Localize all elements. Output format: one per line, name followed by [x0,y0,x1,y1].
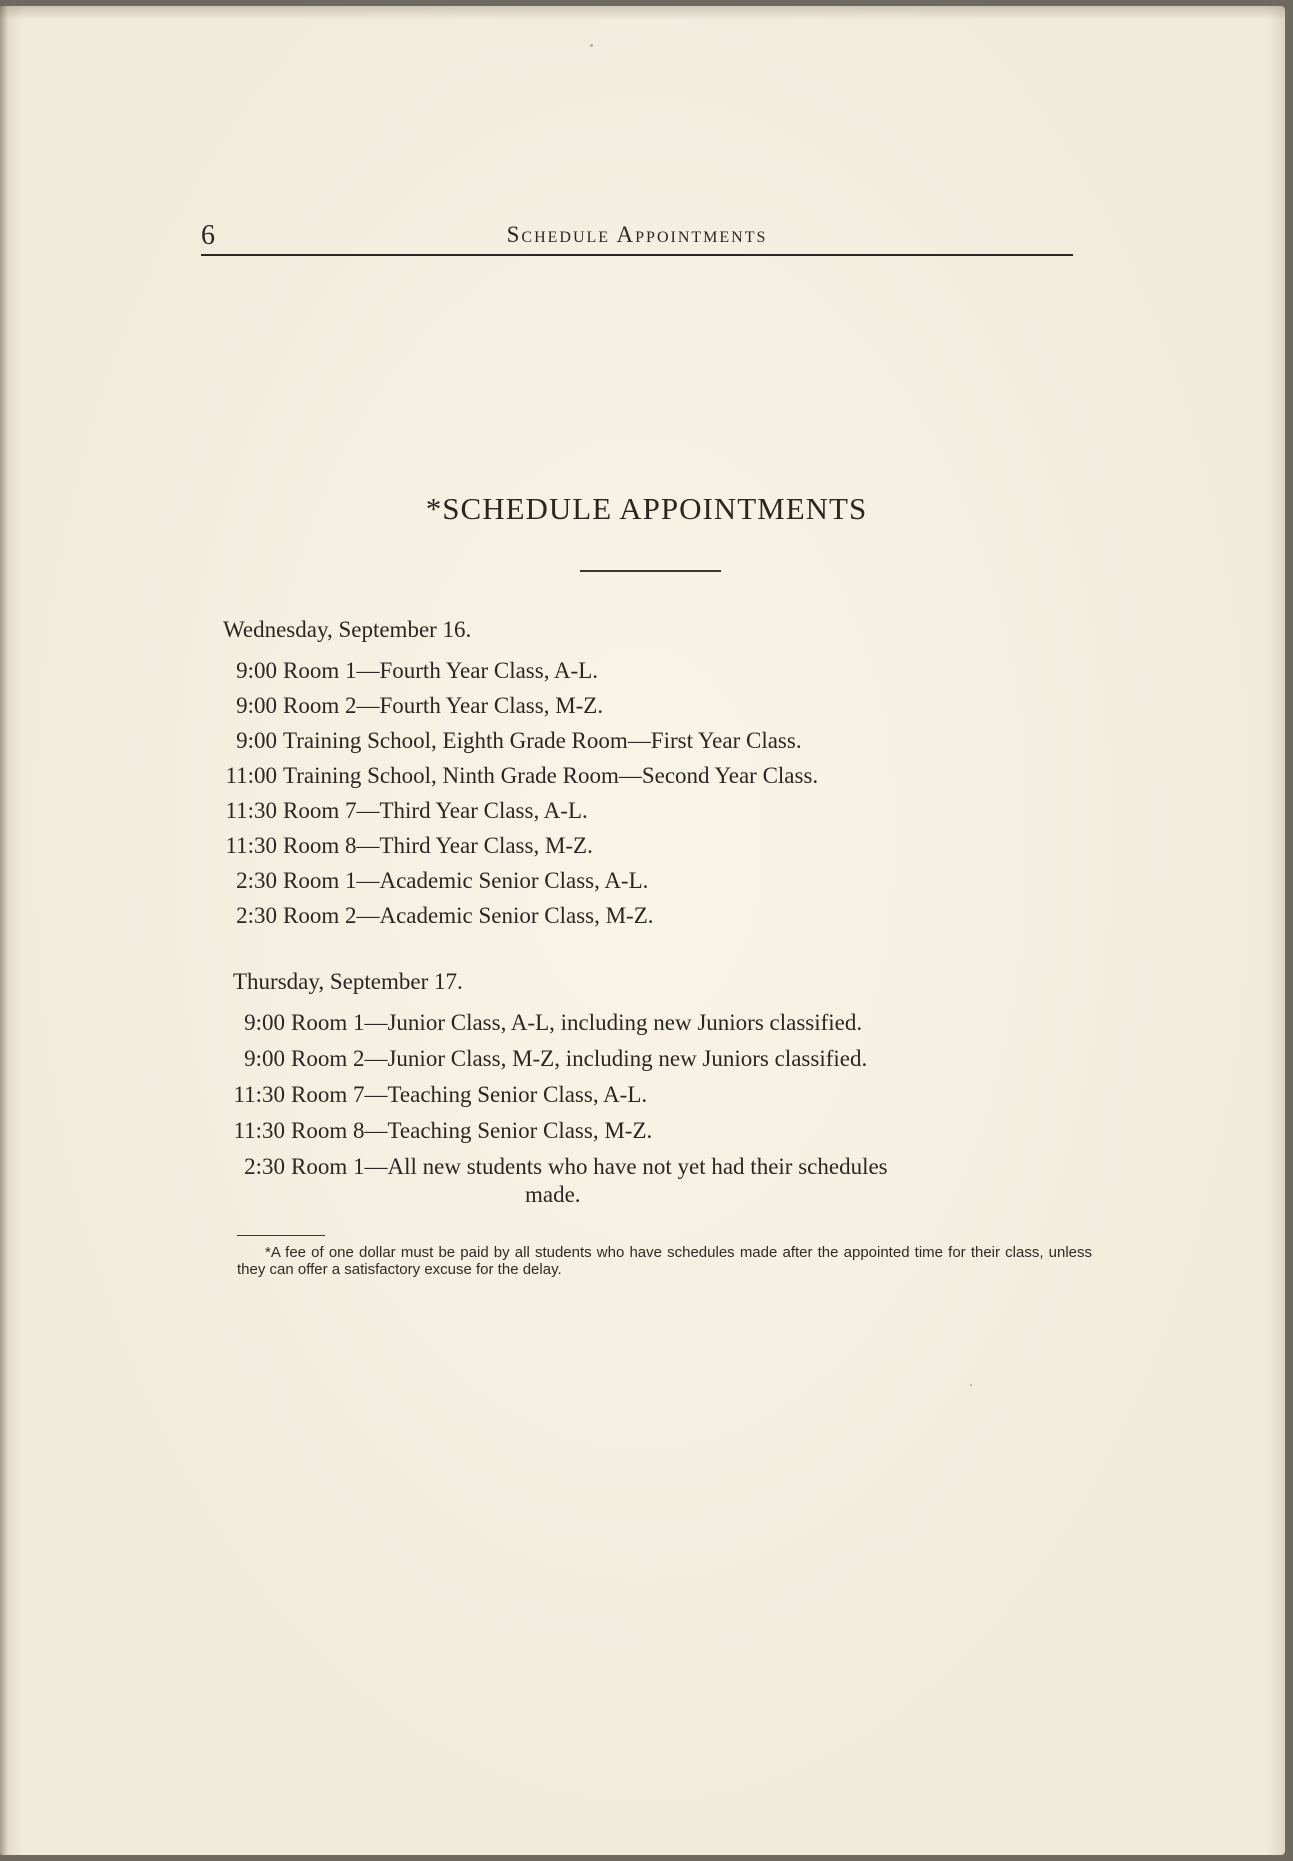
entry-text: Room 7—Third Year Class, A-L. [283,798,588,823]
entry-time: 2:30 [244,1154,285,1179]
entry-text: Room 2—Academic Senior Class, M-Z. [283,903,654,928]
schedule-entry [205,727,802,755]
schedule-entry [213,1081,647,1109]
entry-text: Room 8—Teaching Senior Class, M-Z. [291,1118,653,1143]
running-head: Schedule Appointments [506,222,768,247]
entry-time: 9:00 [244,1010,285,1035]
entry-continuation: made. [525,1182,581,1207]
entry-text: Room 1—All new students who have not yet had their schedules [291,1154,888,1179]
schedule-entry [205,797,588,825]
schedule-entry [213,1153,888,1209]
day-heading-wednesday: Wednesday, September 16. [223,617,472,642]
paper-speck [970,1384,972,1386]
entry-time: 9:00 [244,1046,285,1071]
entry-text: Room 8—Third Year Class, M-Z. [283,833,593,858]
entry-text: Room 1—Academic Senior Class, A-L. [283,868,649,893]
schedule-entry [213,1045,867,1073]
entry-time: 9:00 [236,693,277,718]
page-number: 6 [201,220,215,251]
schedule-entry [205,902,654,930]
entry-time: 11:30 [233,1118,285,1143]
entry-text: Training School, Ninth Grade Room—Second Year Class. [283,763,819,788]
entry-time: 9:00 [236,658,277,683]
entry-text: Room 1—Fourth Year Class, A-L. [283,658,598,683]
book-page [0,6,1285,1855]
entry-time: 11:30 [233,1082,285,1107]
day-heading-thursday: Thursday, September 17. [233,969,463,994]
entry-time: 11:30 [225,833,277,858]
schedule-entry [205,832,593,860]
entry-text: Training School, Eighth Grade Room—First Year Class. [283,728,802,753]
schedule-entry [205,762,818,790]
entry-text: Room 2—Fourth Year Class, M-Z. [283,693,604,718]
entry-time: 11:00 [225,763,277,788]
schedule-entry [213,1117,652,1145]
schedule-entry [205,657,598,685]
page-spine-shadow [0,6,8,1855]
schedule-entry [205,692,603,720]
entry-time: 11:30 [225,798,277,823]
title-divider [580,570,721,572]
entry-text: Room 7—Teaching Senior Class, A-L. [291,1082,648,1107]
paper-speck [590,44,593,47]
entry-time: 2:30 [236,903,277,928]
entry-time: 9:00 [236,728,277,753]
schedule-entry [213,1009,862,1037]
footnote-divider [237,1235,325,1236]
page-header [201,218,1073,256]
entry-text: Room 1—Junior Class, A-L, including new Juniors classified. [291,1010,863,1035]
schedule-entry [205,867,648,895]
entry-time: 2:30 [236,868,277,893]
page-title: *SCHEDULE APPOINTMENTS [425,491,868,526]
footnote: *A fee of one dollar must be paid by all students who have schedules made after the appointed time for their class, unless they can offer a satisfactory excuse for the delay. [237,1244,1092,1278]
entry-text: Room 2—Junior Class, M-Z, including new Juniors classified. [291,1046,868,1071]
